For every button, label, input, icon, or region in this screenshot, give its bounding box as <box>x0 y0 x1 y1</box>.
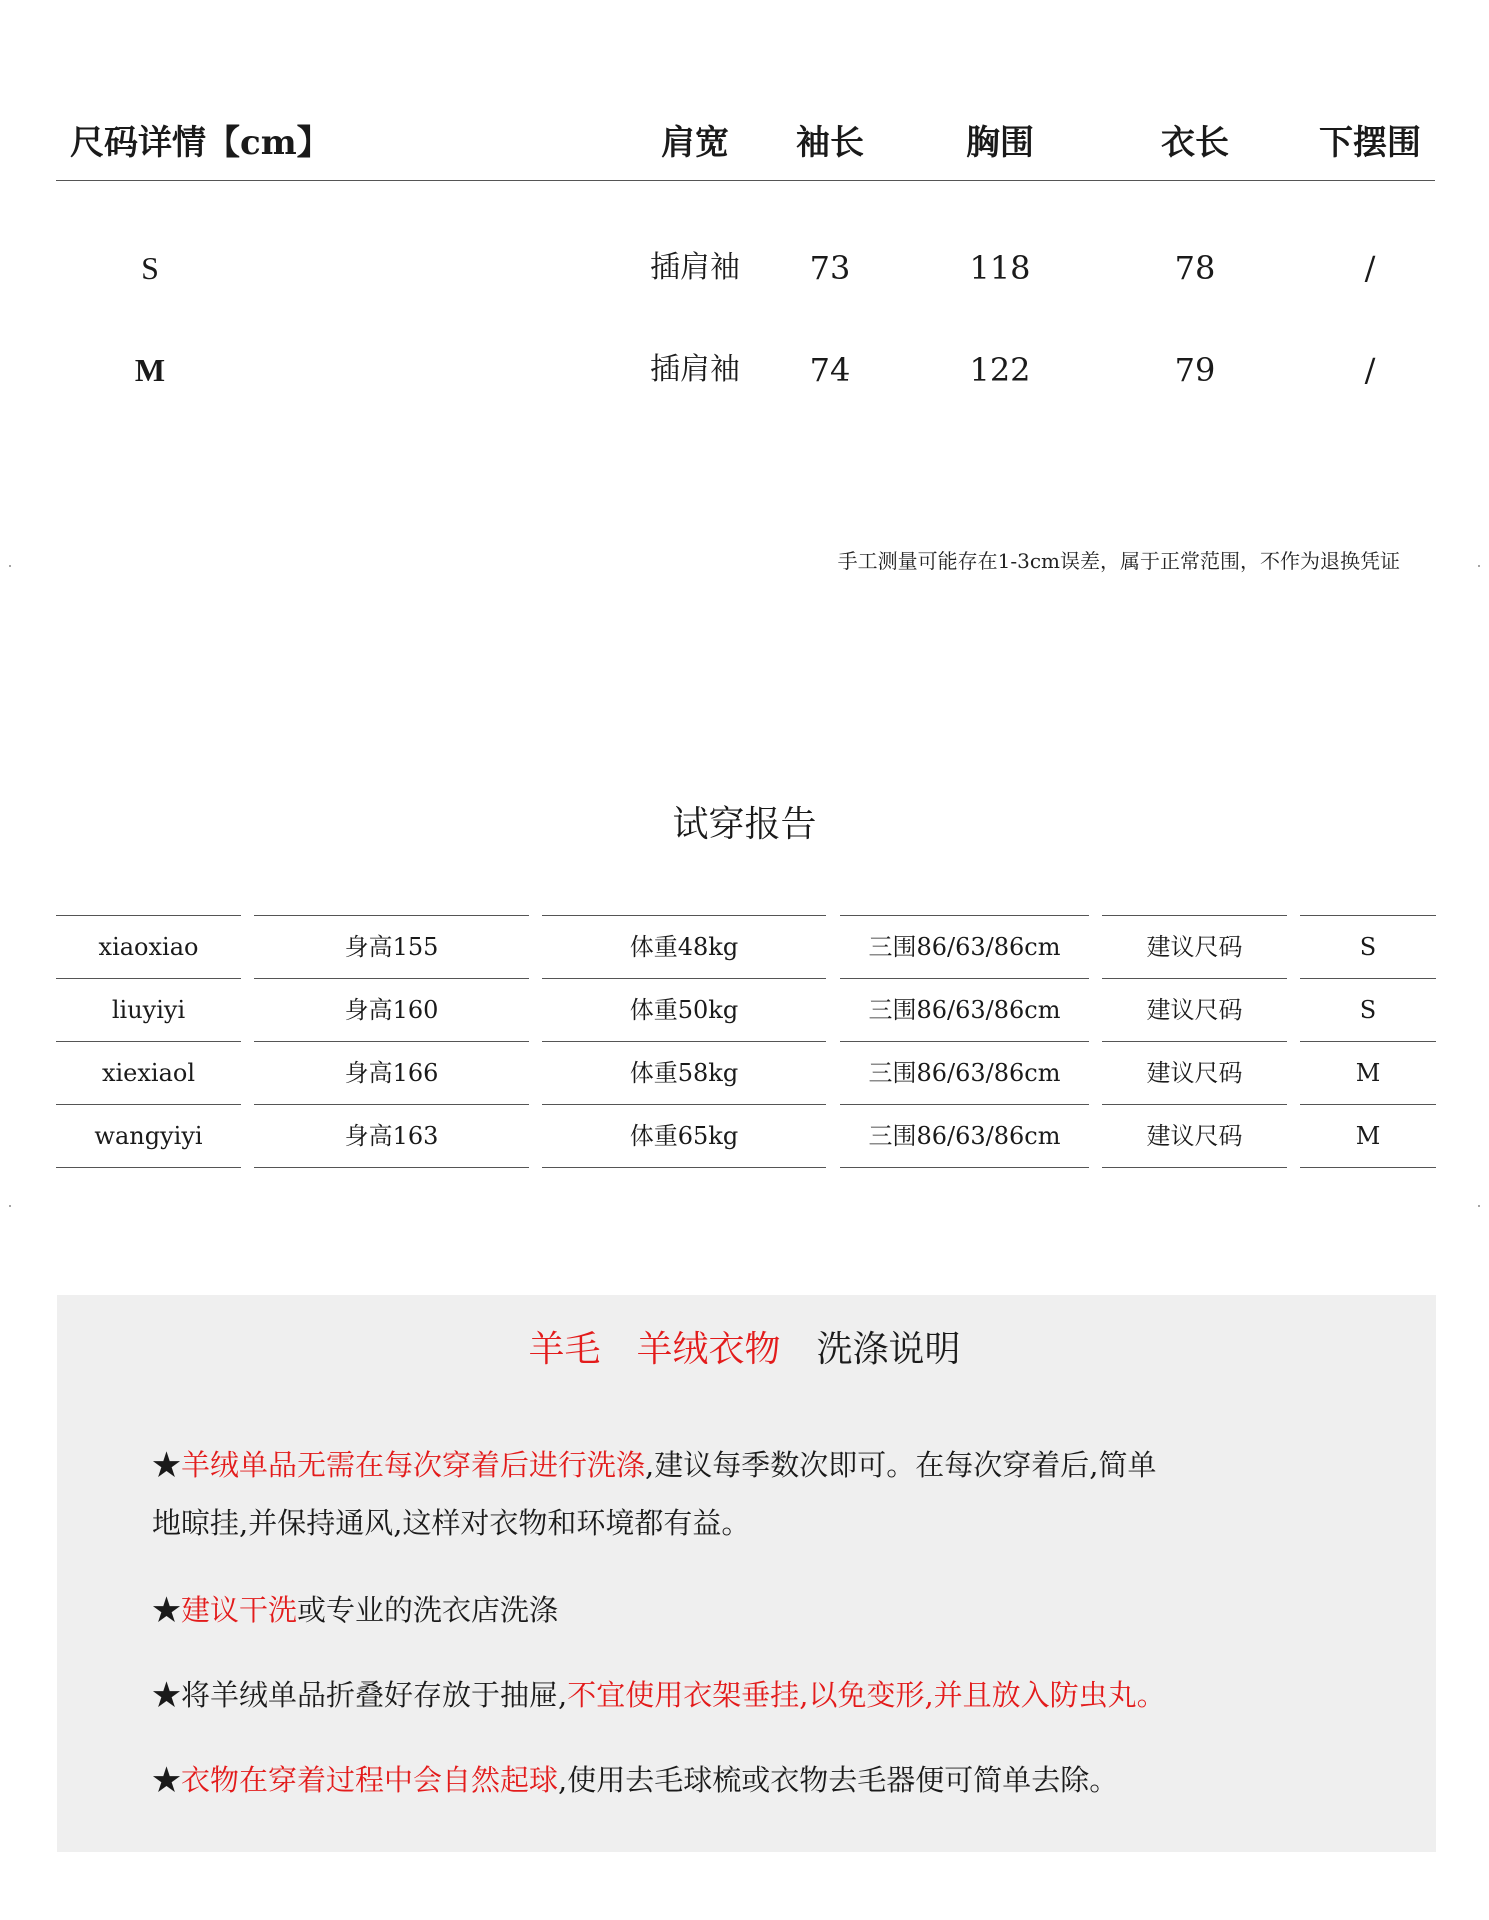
size-label-s: S <box>141 250 159 286</box>
try-on-suggest-label: 建议尺码 <box>1102 915 1287 978</box>
try-on-suggest-label: 建议尺码 <box>1102 1041 1287 1104</box>
care-item-3 <box>152 1666 1302 1724</box>
star-icon: ★ <box>152 1593 182 1627</box>
care-item-text: ,使用去毛球梳或衣物去毛器便可简单去除。 <box>558 1763 1119 1797</box>
table-rule <box>1300 1167 1436 1168</box>
care-item-highlight: 建议干洗 <box>181 1593 298 1627</box>
care-item-4 <box>152 1751 1302 1809</box>
edge-mark <box>9 1205 11 1207</box>
try-on-suggested-size: S <box>1300 915 1436 978</box>
try-on-measurements: 三围86/63/86cm <box>840 978 1089 1041</box>
try-on-height: 身高160 <box>254 978 529 1041</box>
try-on-suggested-size: M <box>1300 1041 1436 1104</box>
table-rule <box>1102 1167 1287 1168</box>
header-divider <box>56 180 1435 181</box>
try-on-height: 身高163 <box>254 1104 529 1167</box>
try-on-weight: 体重50kg <box>542 978 826 1041</box>
column-header-chest: 胸围 <box>966 123 1034 163</box>
star-icon: ★ <box>152 1678 182 1712</box>
edge-mark <box>9 565 11 567</box>
try-on-suggest-label: 建议尺码 <box>1102 978 1287 1041</box>
size-cell: 78 <box>1174 249 1216 287</box>
try-on-height: 身高155 <box>254 915 529 978</box>
try-on-weight: 体重65kg <box>542 1104 826 1167</box>
try-on-report-title: 试穿报告 <box>672 804 817 845</box>
try-on-name: wangyiyi <box>56 1104 241 1167</box>
try-on-name: xiexiaol <box>56 1041 241 1104</box>
try-on-name: liuyiyi <box>56 978 241 1041</box>
try-on-weight: 体重58kg <box>542 1041 826 1104</box>
size-cell: 插肩袖 <box>650 352 740 387</box>
try-on-name: xiaoxiao <box>56 915 241 978</box>
care-title-wash: 洗涤说明 <box>816 1329 961 1370</box>
edge-mark <box>1478 565 1480 567</box>
care-item-2 <box>152 1581 1302 1639</box>
care-item-1 <box>152 1436 1302 1552</box>
star-icon: ★ <box>152 1448 182 1482</box>
size-cell: 79 <box>1174 351 1216 389</box>
measurement-note: 手工测量可能存在1-3cm误差，属于正常范围，不作为退换凭证 <box>837 549 1400 573</box>
care-item-highlight: 不宜使用衣架垂挂,以免变形,并且放入防虫丸。 <box>567 1678 1166 1712</box>
column-header-hem: 下摆围 <box>1319 123 1421 163</box>
size-cell: 插肩袖 <box>650 250 740 285</box>
column-header-shoulder: 肩宽 <box>661 123 729 163</box>
try-on-weight: 体重48kg <box>542 915 826 978</box>
care-item-highlight: 衣物在穿着过程中会自然起球 <box>181 1763 559 1797</box>
table-rule <box>254 1167 529 1168</box>
size-cell: 74 <box>809 351 851 389</box>
care-title-wool: 羊毛 <box>528 1329 601 1370</box>
column-header-sleeve: 袖长 <box>796 123 864 163</box>
care-title <box>0 1325 1489 1375</box>
table-rule <box>542 1167 826 1168</box>
size-chart-title: 尺码详情【cm】 <box>70 123 331 163</box>
star-icon: ★ <box>152 1763 182 1797</box>
column-header-length: 衣长 <box>1161 123 1229 163</box>
care-item-text: ,建议每季数次即可。在每次穿着后,简单 <box>645 1448 1157 1482</box>
size-cell: 122 <box>969 351 1031 389</box>
size-cell: / <box>1364 351 1376 389</box>
table-rule <box>56 1167 241 1168</box>
size-cell: 118 <box>969 249 1031 287</box>
size-label-m: M <box>134 352 166 388</box>
care-item-text: 将羊绒单品折叠好存放于抽屉, <box>181 1678 568 1712</box>
size-cell: 73 <box>809 249 851 287</box>
edge-mark <box>1478 1205 1480 1207</box>
size-cell: / <box>1364 249 1376 287</box>
care-item-text: 地晾挂,并保持通风,这样对衣物和环境都有益。 <box>152 1506 751 1540</box>
try-on-measurements: 三围86/63/86cm <box>840 1041 1089 1104</box>
table-rule <box>840 1167 1089 1168</box>
care-title-cashmere: 羊绒衣物 <box>636 1329 781 1370</box>
care-item-text: 或专业的洗衣店洗涤 <box>297 1593 559 1627</box>
try-on-measurements: 三围86/63/86cm <box>840 915 1089 978</box>
try-on-measurements: 三围86/63/86cm <box>840 1104 1089 1167</box>
try-on-suggested-size: M <box>1300 1104 1436 1167</box>
try-on-suggest-label: 建议尺码 <box>1102 1104 1287 1167</box>
try-on-height: 身高166 <box>254 1041 529 1104</box>
care-item-highlight: 羊绒单品无需在每次穿着后进行洗涤 <box>181 1448 646 1482</box>
try-on-suggested-size: S <box>1300 978 1436 1041</box>
